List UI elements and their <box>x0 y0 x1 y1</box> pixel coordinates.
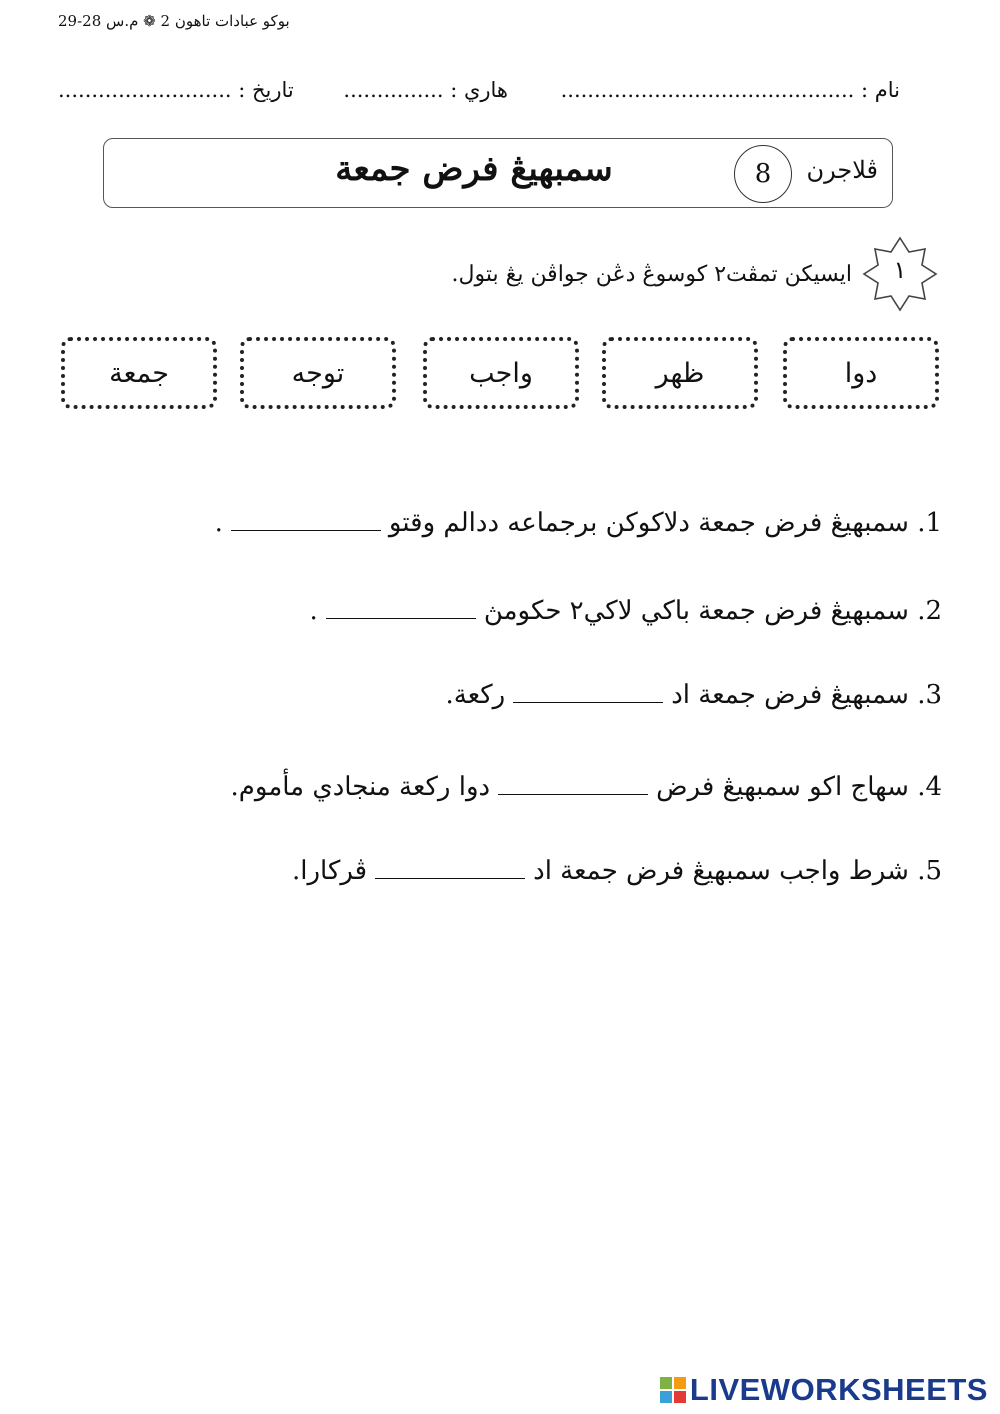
day-field[interactable]: هاري : ............... <box>343 78 508 102</box>
worksheet-title: سمبهيڠ فرض جمعة <box>335 149 613 189</box>
lesson-label: ڤلاجرن <box>806 156 878 184</box>
answer-blank-3[interactable] <box>513 682 663 703</box>
question-3 <box>446 680 943 710</box>
question-text-end: . <box>214 508 223 538</box>
word-bank-item[interactable]: ظهر <box>602 337 758 409</box>
question-text-end: . <box>309 596 318 626</box>
question-text: شرط واجب سمبهيڠ فرض جمعة اد <box>533 856 909 886</box>
question-text: سهاج اكو سمبهيڠ فرض <box>656 772 909 802</box>
liveworksheets-tiles-icon <box>660 1377 686 1403</box>
question-number: 4. <box>917 772 942 802</box>
date-field[interactable]: تاريخ : .......................... <box>58 78 294 102</box>
question-text: سمبهيڠ فرض جمعة باكي لاكي٢ حكومڽ <box>483 596 909 626</box>
question-text-end: ڤركارا. <box>291 856 368 886</box>
answer-blank-4[interactable] <box>498 774 648 795</box>
question-text: سمبهيڠ فرض جمعة دلاكوكن برجماعه ددالم وقتو <box>388 508 909 538</box>
question-number: 1. <box>917 508 942 538</box>
question-number: 3. <box>917 680 942 710</box>
word-bank-item[interactable]: دوا <box>783 337 939 409</box>
question-number: 2. <box>917 596 942 626</box>
word-bank-item[interactable]: توجه <box>240 337 396 409</box>
word-bank-item[interactable]: جمعة <box>61 337 217 409</box>
question-2 <box>310 596 942 626</box>
name-field[interactable]: نام : ............................................ <box>560 78 900 102</box>
question-badge-number: ١ <box>893 256 907 284</box>
question-text-end: ركعة. <box>445 680 506 710</box>
answer-blank-5[interactable] <box>375 858 525 879</box>
question-badge <box>862 236 938 312</box>
instruction-text: ايسيكن تمڤت٢ كوسوڠ دڠن جواڤن يڠ بتول. <box>451 262 852 287</box>
question-text: سمبهيڠ فرض جمعة اد <box>671 680 909 710</box>
question-5 <box>292 856 942 886</box>
word-bank-item[interactable]: واجب <box>423 337 579 409</box>
answer-blank-2[interactable] <box>326 598 476 619</box>
student-info-row <box>58 78 900 114</box>
lesson-number: 8 <box>734 145 792 203</box>
book-header: بوكو عبادات تاهون 2 ❁ م.س 28-29 <box>58 12 290 30</box>
liveworksheets-logo[interactable] <box>660 1372 988 1408</box>
question-1 <box>215 508 942 538</box>
liveworksheets-text: LIVEWORKSHEETS <box>689 1372 988 1407</box>
question-number: 5. <box>917 856 942 886</box>
answer-blank-1[interactable] <box>231 510 381 531</box>
question-4 <box>231 772 942 802</box>
lesson-title-box <box>103 138 893 208</box>
question-text-end: دوا ركعة منجادي مأموم. <box>230 772 491 802</box>
